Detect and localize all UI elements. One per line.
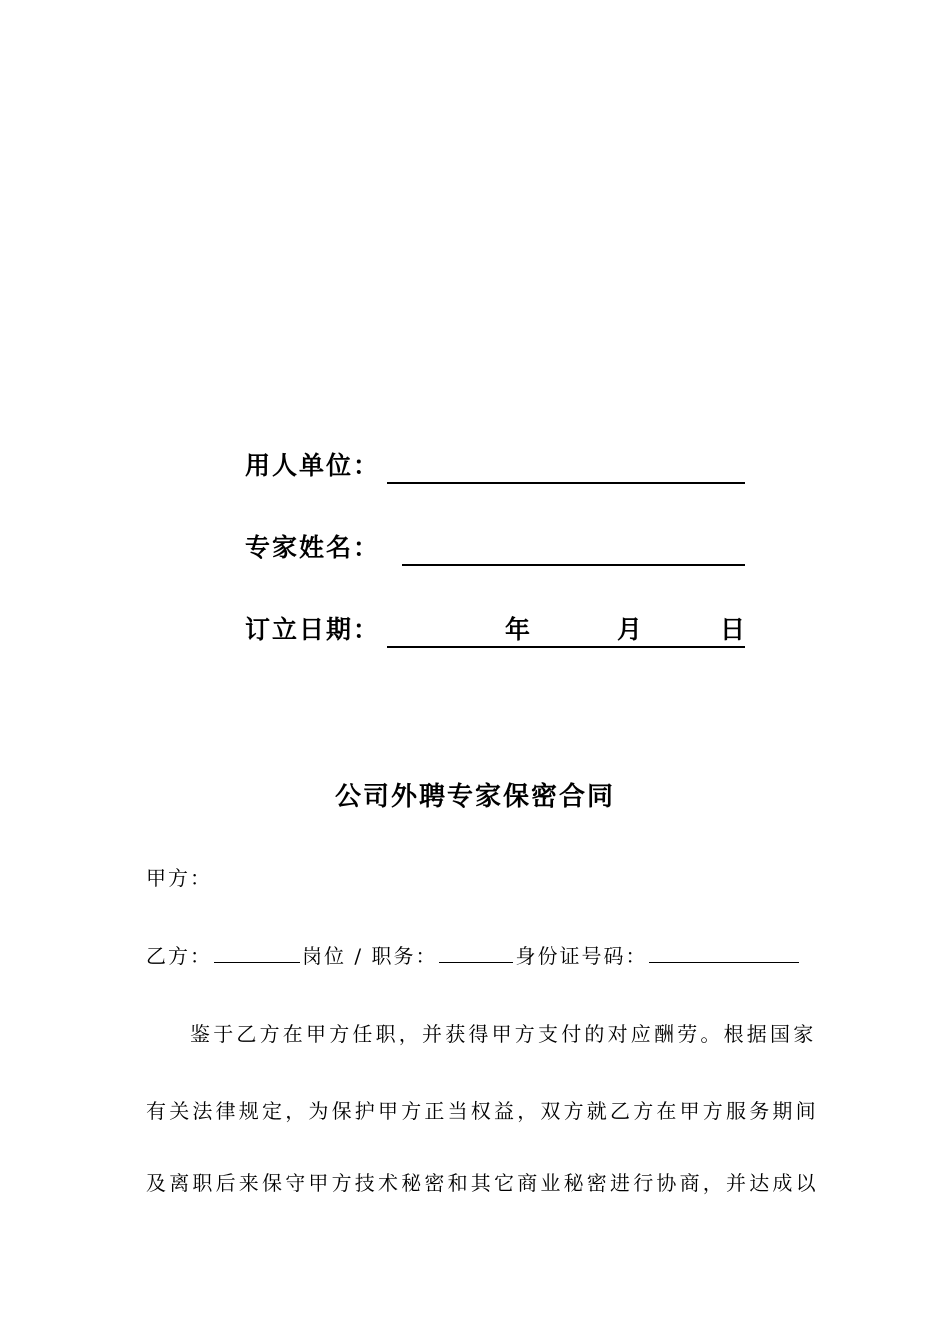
employer-blank[interactable] (387, 482, 745, 484)
signing-date-field (245, 608, 745, 648)
employer-field (245, 444, 745, 484)
signing-date-label: 订立日期： (245, 615, 381, 644)
signing-date-blank[interactable] (387, 646, 745, 648)
expert-name-field (245, 526, 745, 566)
party-b-label: 乙方： (146, 944, 212, 968)
date-day: 日 (720, 615, 746, 644)
paragraph-line: 有关法律规定，为保护甲方正当权益，双方就乙方在甲方服务期间 (146, 1099, 819, 1123)
date-year: 年 (505, 615, 531, 644)
id-number-blank[interactable] (649, 942, 799, 963)
party-b-name-blank[interactable] (214, 942, 300, 963)
paragraph-line: 鉴于乙方在甲方任职，并获得甲方支付的对应酬劳。根据国家 (190, 1022, 817, 1046)
id-number-label: 身份证号码： (515, 944, 648, 968)
paragraph-line: 及离职后来保守甲方技术秘密和其它商业秘密进行协商，并达成以 (146, 1171, 819, 1195)
position-blank[interactable] (439, 942, 513, 963)
date-month: 月 (617, 615, 643, 644)
party-a-label: 甲方： (146, 866, 212, 890)
party-b-row (146, 940, 801, 969)
expert-name-label: 专家姓名： (245, 533, 381, 562)
contract-title: 公司外聘专家保密合同 (334, 782, 615, 812)
expert-name-blank[interactable] (402, 564, 745, 566)
employer-label: 用人单位： (245, 451, 381, 480)
position-label: 岗位 / 职务： (302, 944, 438, 968)
party-a (146, 862, 212, 891)
